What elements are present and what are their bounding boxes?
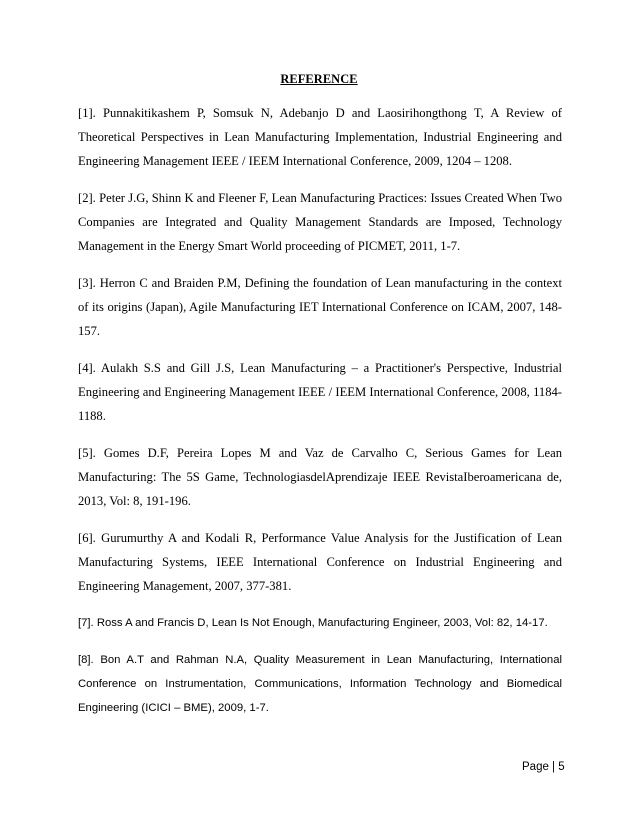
page-number: Page | 5 [522, 761, 565, 773]
reference-item-5: [5]. Gomes D.F, Pereira Lopes M and Vaz de Carvalho C, Serious Games for Lean Manufacturing: The 5S Game, TechnologiasdelAprendizaje IEEE RevistaIberoamericana de, 2013, Vol: 8, 191-196. [78, 446, 562, 508]
reference-item-7: [7]. Ross A and Francis D, Lean Is Not Enough, Manufacturing Engineer, 2003, Vol: 82, 14-17. [78, 617, 548, 629]
reference-item-8: [8]. Bon A.T and Rahman N.A, Quality Measurement in Lean Manufacturing, International Conference on Instrumentation, Communications, Information Technology and Biomedical Engineering (ICICI – BME), 2009, 1-7. [78, 654, 562, 714]
reference-item-4: [4]. Aulakh S.S and Gill J.S, Lean Manufacturing – a Practitioner's Perspective, Industrial Engineering and Engineering Management IEEE / IEEM International Conference, 2008, 1184-1188. [78, 361, 562, 423]
reference-item-2: [2]. Peter J.G, Shinn K and Fleener F, Lean Manufacturing Practices: Issues Created When Two Companies are Integrated and Quality Management Standards are Imposed, Technology Management in the Energy Smart World proceeding of PICMET, 2011, 1-7. [78, 191, 562, 253]
reference-item-3: [3]. Herron C and Braiden P.M, Defining the foundation of Lean manufacturing in the context of its origins (Japan), Agile Manufacturing IET International Conference on ICAM, 2007, 148-157. [78, 276, 562, 338]
page-title: REFERENCE [280, 72, 358, 86]
reference-item-6: [6]. Gurumurthy A and Kodali R, Performance Value Analysis for the Justification of Lean Manufacturing Systems, IEEE International Conference on Industrial Engineering and Engineering Management, 2007, 377-381. [78, 531, 562, 593]
reference-list [78, 101, 562, 733]
reference-item-1: [1]. Punnakitikashem P, Somsuk N, Adebanjo D and Laosirihongthong T, A Review of Theoretical Perspectives in Lean Manufacturing Implementation, Industrial Engineering and Engineering Management IEEE / IEEM International Conference, 2009, 1204 – 1208. [78, 106, 562, 168]
